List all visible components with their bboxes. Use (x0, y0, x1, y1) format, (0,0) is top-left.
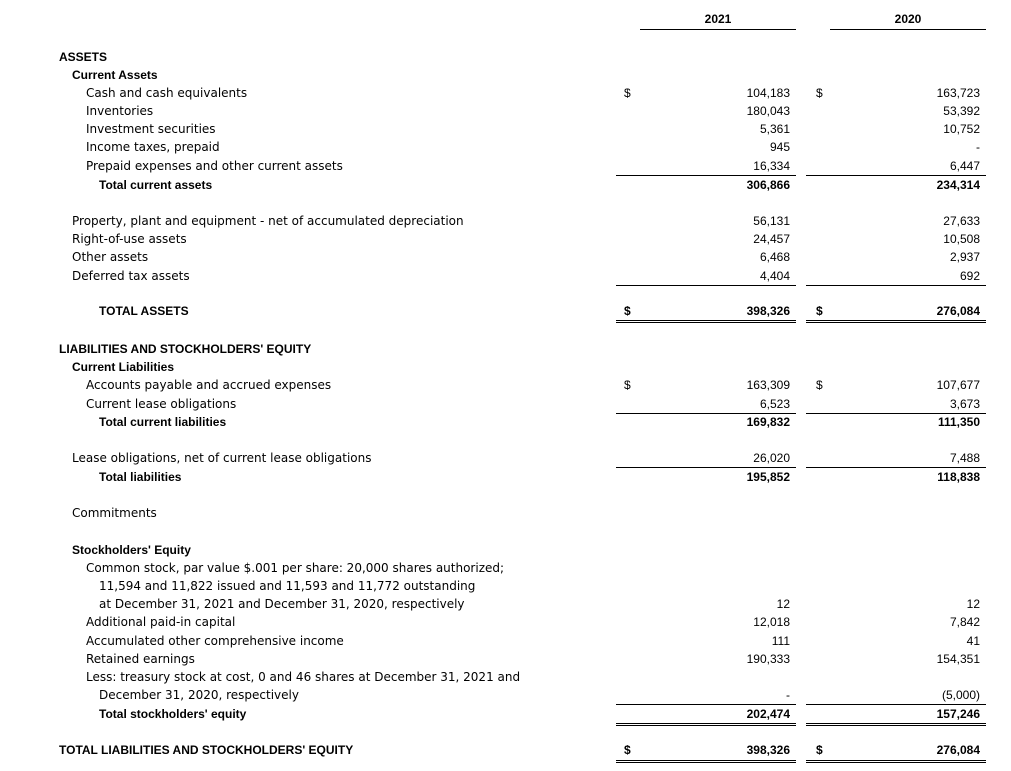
row-label-right-of-use-assets: Right-of-use assets (72, 232, 187, 246)
value-2020-current-lease-obligations: 3,673 (949, 397, 980, 411)
value-2020-total-liabilities-and-equity: 276,084 (936, 743, 980, 757)
value-2021-treasury-stock: - (786, 688, 790, 702)
column-header-2020: 2020 (894, 12, 922, 26)
value-2020-total-current-assets: 234,314 (936, 178, 980, 192)
value-2021-investment-securities: 5,361 (759, 122, 790, 136)
row-label-commitments: Commitments (72, 506, 157, 520)
value-2021-total-liabilities-and-equity: 398,326 (746, 743, 790, 757)
section-title-liabilities: LIABILITIES AND STOCKHOLDERS' EQUITY (59, 342, 312, 356)
value-2021-accounts-payable: 163,309 (746, 378, 790, 392)
dollar-sign: $ (624, 304, 631, 318)
subtotal-rule (616, 413, 796, 414)
row-label-total-stockholders-equity: Total stockholders' equity (99, 707, 247, 721)
row-label-other-assets: Other assets (72, 250, 149, 264)
section-title-assets: ASSETS (59, 50, 108, 64)
value-2021-common-stock: 12 (776, 597, 790, 611)
value-2021-prepaid-expenses: 16,334 (753, 159, 790, 173)
value-2020-aoci: 41 (966, 634, 980, 648)
value-2021-inventories: 180,043 (746, 104, 790, 118)
value-2021-aoci: 111 (771, 634, 790, 648)
dollar-sign: $ (624, 86, 631, 100)
value-2020-total-liabilities: 118,838 (937, 470, 980, 484)
subsection-title-stockholders-equity: Stockholders' Equity (72, 543, 191, 557)
row-label-retained-earnings: Retained earnings (86, 652, 195, 666)
row-label-additional-paid-in-capital: Additional paid-in capital (86, 615, 236, 629)
row-label-total-liabilities-and-equity: TOTAL LIABILITIES AND STOCKHOLDERS' EQUITY (59, 743, 354, 757)
subtotal-rule (616, 285, 796, 286)
row-label-current-lease-obligations: Current lease obligations (86, 397, 237, 411)
value-2021-total-assets: 398,326 (746, 304, 790, 318)
row-label-accounts-payable: Accounts payable and accrued expenses (86, 378, 332, 392)
value-2021-cash: 104,183 (746, 86, 790, 100)
value-2020-income-taxes-prepaid: - (976, 140, 980, 154)
subtotal-rule (616, 467, 796, 468)
value-2020-retained-earnings: 154,351 (936, 652, 980, 666)
value-2021-total-current-liabilities: 169,832 (746, 415, 790, 429)
row-label-lease-obligations-noncurrent: Lease obligations, net of current lease obligations (72, 451, 372, 465)
value-2021-current-lease-obligations: 6,523 (759, 397, 790, 411)
subtotal-rule (806, 285, 986, 286)
value-2020-treasury-stock: (5,000) (941, 688, 980, 702)
row-label-treasury-stock-line1: Less: treasury stock at cost, 0 and 46 shares at December 31, 2021 and (86, 670, 521, 684)
dollar-sign: $ (816, 743, 823, 757)
column-header-2021: 2021 (704, 12, 732, 26)
row-label-common-stock-line2: 11,594 and 11,822 issued and 11,593 and 11,772 outstanding (99, 579, 476, 593)
row-label-total-assets: TOTAL ASSETS (99, 304, 189, 318)
value-2020-total-stockholders-equity: 157,246 (936, 707, 980, 721)
row-label-income-taxes-prepaid: Income taxes, prepaid (86, 140, 220, 154)
total-double-rule (806, 723, 986, 726)
value-2020-deferred-tax-assets: 692 (959, 269, 980, 283)
row-label-prepaid-expenses: Prepaid expenses and other current assets (86, 159, 343, 173)
value-2021-additional-paid-in-capital: 12,018 (753, 615, 790, 629)
value-2021-total-liabilities: 195,852 (746, 470, 790, 484)
value-2021-income-taxes-prepaid: 945 (769, 140, 790, 154)
subtotal-rule (616, 704, 796, 705)
total-double-rule (616, 760, 796, 763)
total-double-rule (806, 760, 986, 763)
subtotal-rule (806, 175, 986, 176)
value-2020-total-current-liabilities: 111,350 (937, 415, 980, 429)
value-2020-total-assets: 276,084 (936, 304, 980, 318)
value-2020-ppe: 27,633 (943, 214, 980, 228)
row-label-common-stock-line1: Common stock, par value $.001 per share: 20,000 shares authorized; (86, 561, 505, 575)
value-2020-prepaid-expenses: 6,447 (949, 159, 980, 173)
value-2021-lease-obligations-noncurrent: 26,020 (753, 451, 790, 465)
row-label-total-liabilities: Total liabilities (99, 470, 182, 484)
subtotal-rule (806, 704, 986, 705)
subtotal-rule (806, 467, 986, 468)
subsection-title-current-liabilities: Current Liabilities (72, 360, 175, 374)
row-label-aoci: Accumulated other comprehensive income (86, 634, 344, 648)
header-rule-2021 (640, 29, 796, 30)
value-2020-investment-securities: 10,752 (943, 122, 980, 136)
row-label-cash: Cash and cash equivalents (86, 86, 248, 100)
value-2020-inventories: 53,392 (943, 104, 980, 118)
value-2021-retained-earnings: 190,333 (746, 652, 790, 666)
value-2021-total-current-assets: 306,866 (746, 178, 790, 192)
header-rule-2020 (830, 29, 986, 30)
row-label-inventories: Inventories (86, 104, 154, 118)
dollar-sign: $ (816, 378, 823, 392)
row-label-investment-securities: Investment securities (86, 122, 216, 136)
value-2020-lease-obligations-noncurrent: 7,488 (949, 451, 980, 465)
value-2020-accounts-payable: 107,677 (936, 378, 980, 392)
row-label-deferred-tax-assets: Deferred tax assets (72, 269, 190, 283)
total-double-rule (616, 723, 796, 726)
total-double-rule (616, 320, 796, 323)
row-label-total-current-liabilities: Total current liabilities (99, 415, 227, 429)
subtotal-rule (806, 413, 986, 414)
row-label-treasury-stock-line2: December 31, 2020, respectively (99, 688, 299, 702)
dollar-sign: $ (816, 304, 823, 318)
value-2021-deferred-tax-assets: 4,404 (759, 269, 790, 283)
dollar-sign: $ (624, 743, 631, 757)
row-label-total-current-assets: Total current assets (99, 178, 213, 192)
value-2020-right-of-use-assets: 10,508 (943, 232, 980, 246)
subtotal-rule (616, 175, 796, 176)
value-2021-other-assets: 6,468 (759, 250, 790, 264)
total-double-rule (806, 320, 986, 323)
dollar-sign: $ (816, 86, 823, 100)
value-2021-ppe: 56,131 (753, 214, 790, 228)
value-2020-common-stock: 12 (966, 597, 980, 611)
value-2020-additional-paid-in-capital: 7,842 (949, 615, 980, 629)
dollar-sign: $ (624, 378, 631, 392)
value-2020-other-assets: 2,937 (949, 250, 980, 264)
value-2020-cash: 163,723 (936, 86, 980, 100)
value-2021-total-stockholders-equity: 202,474 (746, 707, 790, 721)
row-label-common-stock-line3: at December 31, 2021 and December 31, 2020, respectively (99, 597, 465, 611)
subsection-title-current-assets: Current Assets (72, 68, 158, 82)
value-2021-right-of-use-assets: 24,457 (753, 232, 790, 246)
row-label-ppe: Property, plant and equipment - net of accumulated depreciation (72, 214, 464, 228)
